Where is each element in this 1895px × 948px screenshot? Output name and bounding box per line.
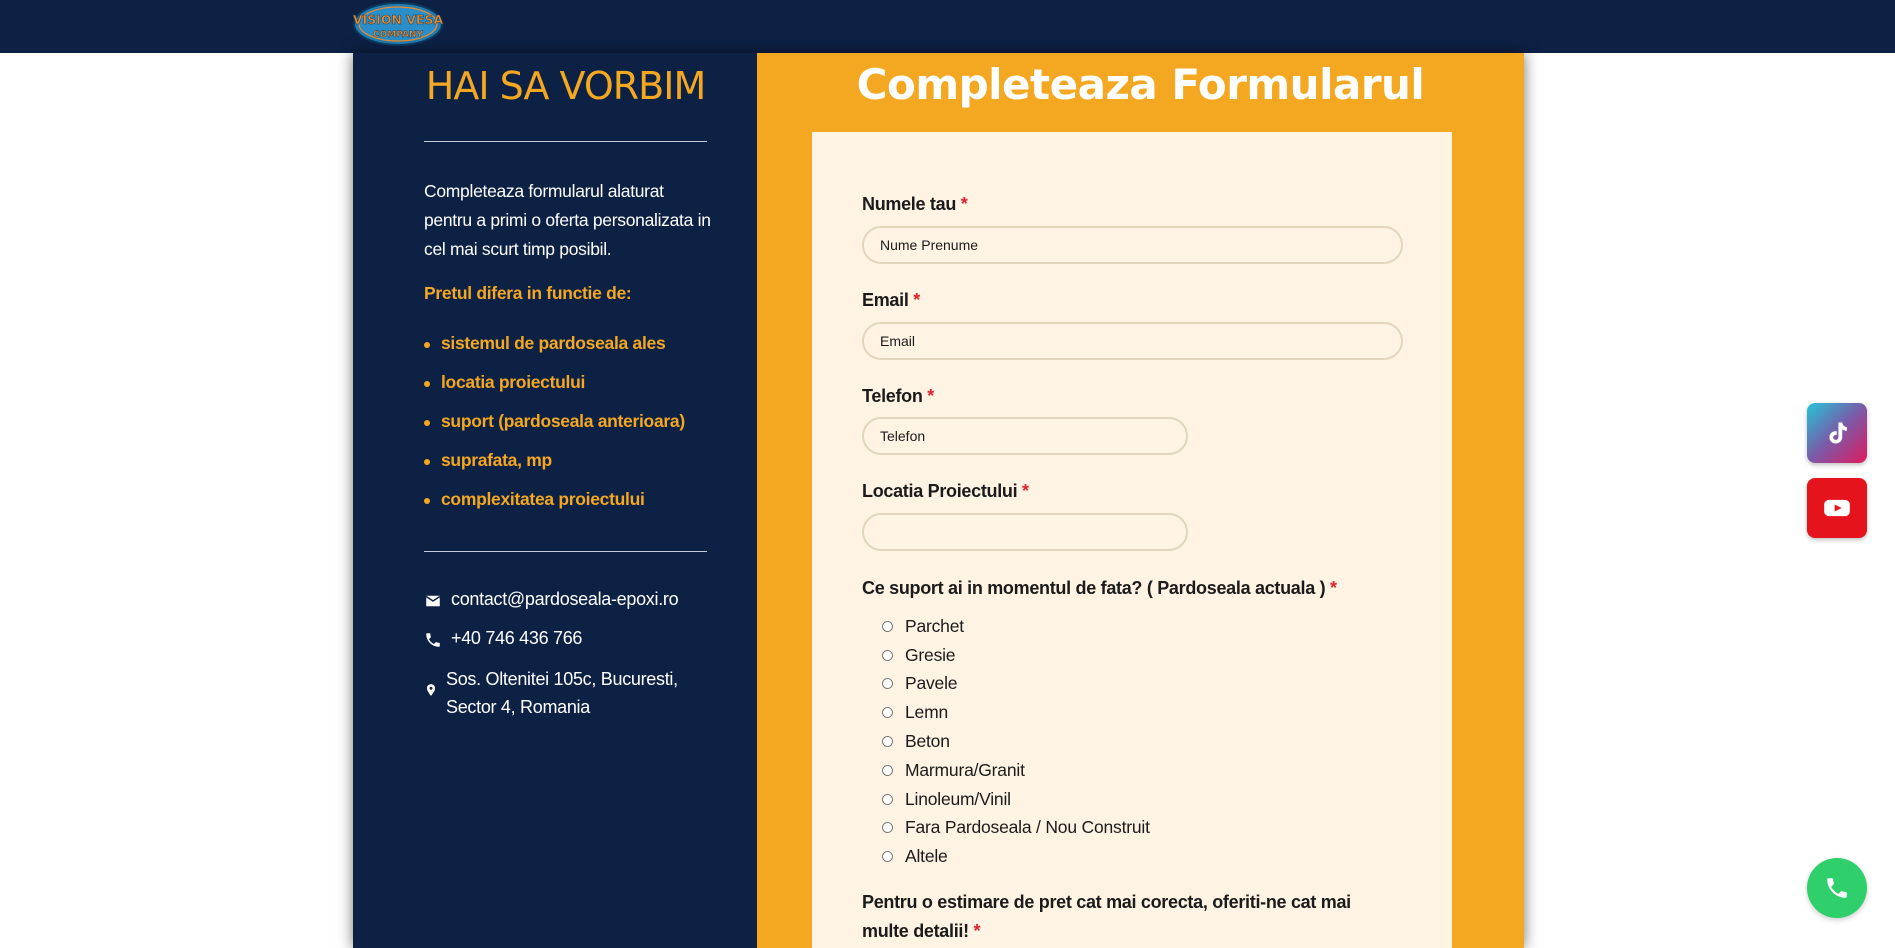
radio-option-parchet[interactable]: Parchet: [882, 612, 1150, 641]
divider-bottom: [424, 551, 707, 552]
radio-option-marmura[interactable]: Marmura/Granit: [882, 756, 1150, 785]
youtube-button[interactable]: [1807, 478, 1867, 538]
radio-button[interactable]: [882, 765, 893, 776]
radio-option-pavele[interactable]: Pavele: [882, 670, 1150, 699]
radio-button[interactable]: [882, 678, 893, 689]
top-navbar: [0, 0, 1895, 53]
list-item: complexitatea proiectului: [424, 489, 685, 528]
radio-option-linoleum[interactable]: Linoleum/Vinil: [882, 785, 1150, 814]
location-input[interactable]: [862, 513, 1188, 551]
form-title: Completeaza Formularul: [856, 60, 1425, 109]
email-label: Email *: [862, 290, 920, 310]
radio-option-fara-pardoseala[interactable]: Fara Pardoseala / Nou Construit: [882, 814, 1150, 843]
radio-option-altele[interactable]: Altele: [882, 842, 1150, 871]
location-label: Locatia Proiectului *: [862, 481, 1029, 501]
tiktok-icon: [1823, 419, 1851, 447]
name-input[interactable]: [862, 226, 1403, 264]
contact-phone-text[interactable]: +40 746 436 766: [451, 628, 583, 648]
radio-option-gresie[interactable]: Gresie: [882, 641, 1150, 670]
list-item: suport (pardoseala anterioara): [424, 411, 685, 450]
contact-address-text: Sos. Oltenitei 105c, Bucuresti, Sector 4, Romania: [446, 669, 678, 717]
radio-button[interactable]: [882, 851, 893, 862]
radio-button[interactable]: [882, 707, 893, 718]
phone-label: Telefon *: [862, 386, 934, 406]
logo-line1: VISION VESA: [352, 12, 444, 27]
company-logo[interactable]: [352, 0, 444, 48]
radio-option-lemn[interactable]: Lemn: [882, 698, 1150, 727]
whatsapp-call-button[interactable]: [1807, 858, 1867, 918]
radio-button[interactable]: [882, 794, 893, 805]
price-factors-list: [424, 333, 685, 528]
list-item: sistemul de pardoseala ales: [424, 333, 685, 372]
radio-button[interactable]: [882, 621, 893, 632]
divider-top: [424, 141, 707, 142]
radio-button[interactable]: [882, 650, 893, 661]
list-item: suprafata, mp: [424, 450, 685, 489]
details-label: Pentru o estimare de pret cat mai corecta, oferiti-ne cat mai multe detalii! *: [862, 892, 1351, 941]
support-question-label: Ce suport ai in momentul de fata? ( Pardoseala actuala ) *: [862, 578, 1337, 598]
phone-input[interactable]: [862, 417, 1188, 455]
sidebar-intro: Completeaza formularul alaturat pentru a primi o oferta personalizata in cel mai scurt timp posibil.: [424, 181, 711, 259]
name-label: Numele tau *: [862, 194, 968, 214]
youtube-icon: [1823, 494, 1851, 522]
tiktok-button[interactable]: [1807, 403, 1867, 463]
radio-option-beton[interactable]: Beton: [882, 727, 1150, 756]
sidebar-title: HAI SA VORBIM: [425, 64, 706, 108]
phone-icon: [1824, 875, 1850, 901]
price-factors-heading: Pretul difera in functie de:: [424, 283, 632, 303]
email-input[interactable]: [862, 322, 1403, 360]
list-item: locatia proiectului: [424, 372, 685, 411]
mail-icon: [424, 592, 442, 610]
radio-button[interactable]: [882, 822, 893, 833]
radio-button[interactable]: [882, 736, 893, 747]
location-pin-icon: [424, 683, 438, 697]
support-radio-group: [882, 612, 1150, 871]
logo-line2: COMPANY: [373, 30, 423, 40]
phone-icon: [424, 631, 442, 649]
contact-email-text[interactable]: contact@pardoseala-epoxi.ro: [451, 589, 679, 609]
